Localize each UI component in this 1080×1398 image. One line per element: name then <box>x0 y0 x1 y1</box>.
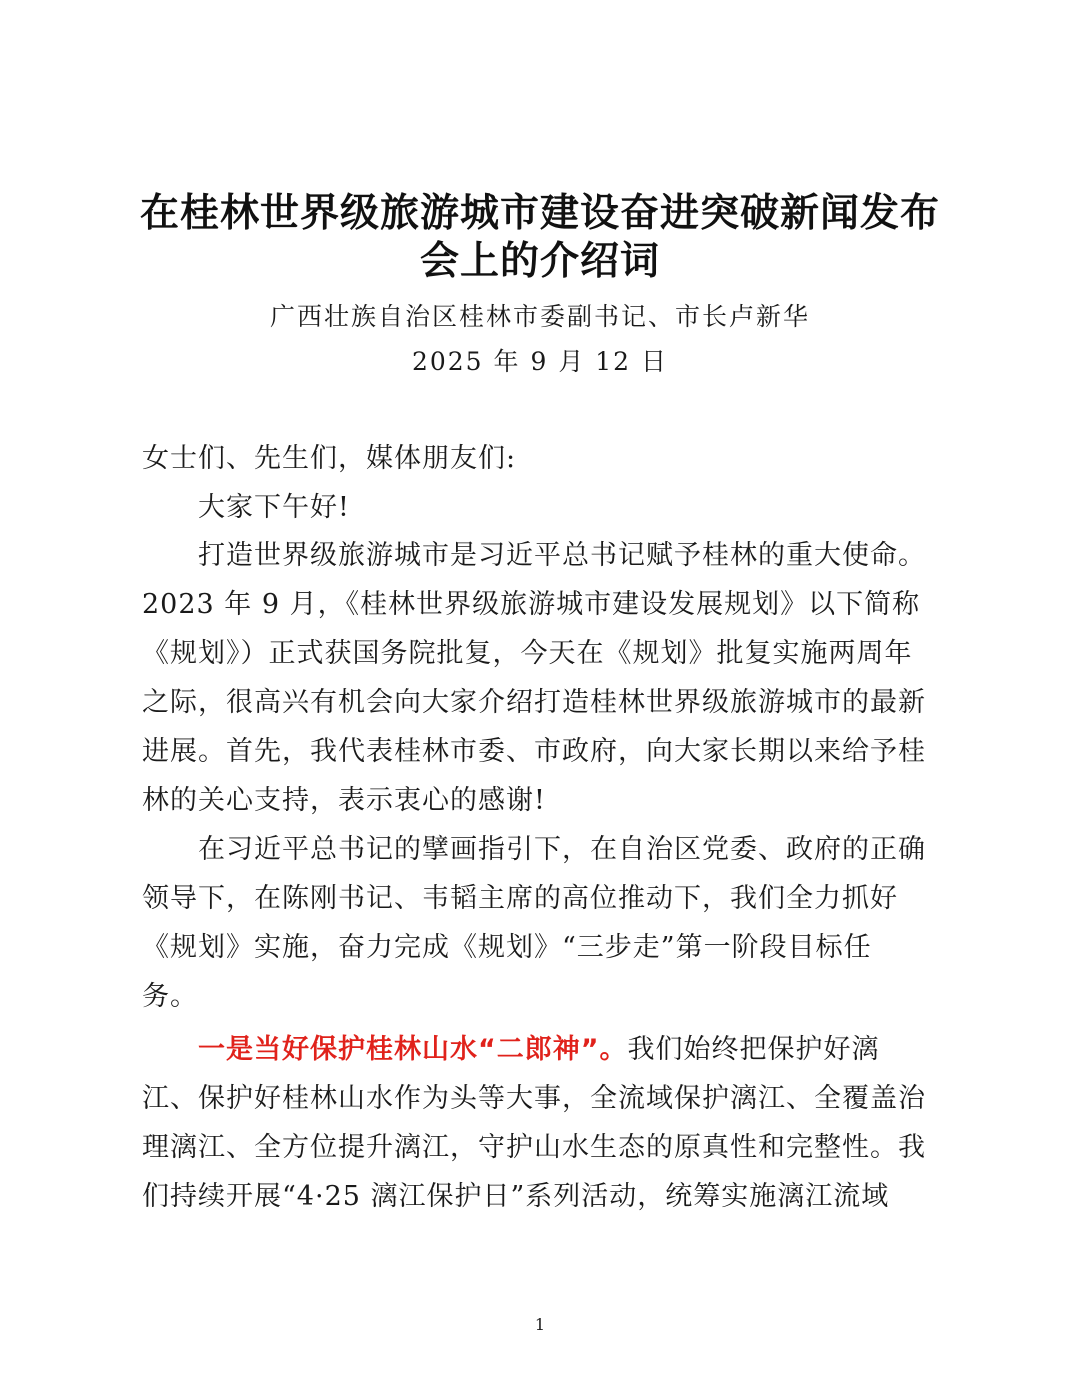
para3-line: 们持续开展“4·25 漓江保护日”系列活动，统筹实施漓江流域 <box>142 1181 890 1212</box>
salutation: 女士们、先生们，媒体朋友们: <box>142 443 517 474</box>
para3-first-line-rest: 我们始终把保护好漓 <box>627 1034 880 1065</box>
author-line: 广西壮族自治区桂林市委副书记、市长卢新华 <box>269 302 810 331</box>
greeting: 大家下午好! <box>198 492 350 523</box>
para2-line: 务。 <box>142 981 198 1012</box>
page-number: 1 <box>534 1315 546 1334</box>
para1-line: 之际，很高兴有机会向大家介绍打造桂林世界级旅游城市的最新 <box>142 687 926 718</box>
para1-line: 进展。首先，我代表桂林市委、市政府，向大家长期以来给予桂 <box>142 736 926 767</box>
para1-line: 林的关心支持，表示衷心的感谢! <box>142 785 546 816</box>
para2-line: 在习近平总书记的擘画指引下，在自治区党委、政府的正确 <box>198 834 926 865</box>
para3-line: 理漓江、全方位提升漓江，守护山水生态的原真性和完整性。我 <box>142 1132 926 1163</box>
para1-line: 2023 年 9 月，《桂林世界级旅游城市建设发展规划》以下简称 <box>142 589 921 620</box>
para2-line: 领导下，在陈刚书记、韦韬主席的高位推动下，我们全力抓好 <box>142 883 898 914</box>
document-title-line-1: 在桂林世界级旅游城市建设奋进突破新闻发布 <box>139 190 940 236</box>
para3-first-line <box>198 1032 998 1068</box>
para2-line: 《规划》实施，奋力完成《规划》“三步走”第一阶段目标任 <box>142 932 872 963</box>
date-line: 2025 年 9 月 12 日 <box>411 347 669 376</box>
para1-line: 打造世界级旅游城市是习近平总书记赋予桂林的重大使命。 <box>198 540 926 571</box>
document-title-line-2: 会上的介绍词 <box>419 238 660 284</box>
para1-line: 《规划》）正式获国务院批复，今天在《规划》批复实施两周年 <box>142 638 913 669</box>
section-heading-red: 一是当好保护桂林山水“二郎神”。 <box>198 1034 628 1065</box>
para3-line: 江、保护好桂林山水作为头等大事，全流域保护漓江、全覆盖治 <box>142 1083 926 1114</box>
